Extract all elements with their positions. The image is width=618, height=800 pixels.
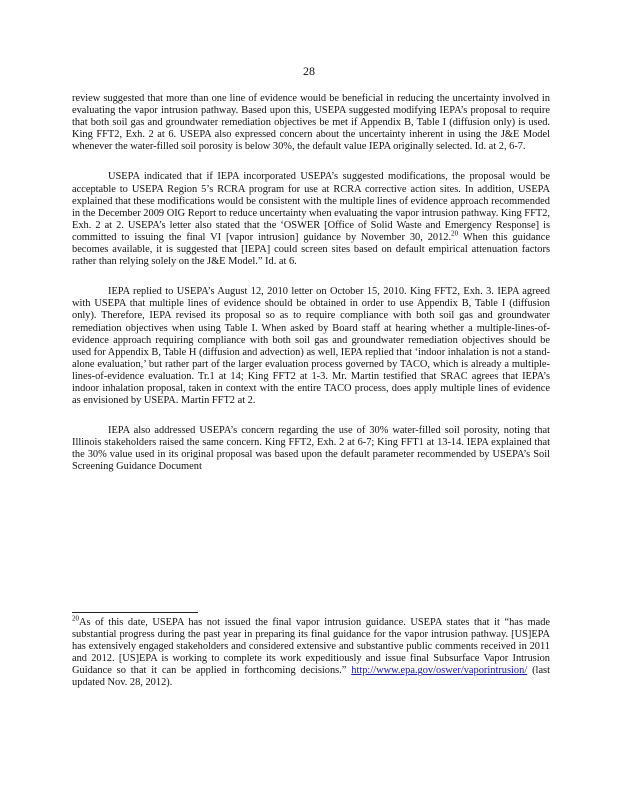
footnote-tail: (last updated Nov. 28, 2012). <box>72 665 550 689</box>
paragraph-1 <box>72 93 550 153</box>
footnote-link[interactable]: http://www.epa.gov/oswer/vaporintrusion/ <box>351 665 528 677</box>
paragraph-4 <box>72 425 550 473</box>
paragraph-4-text: IEPA also addressed USEPA’s concern regarding the use of 30% water-filled soil porosity, noting that Illinois stakeholders raised the same concern. King FFT2, Exh. 2 at 6-7; King FFT1 at 13-14. IEPA explained that the 30% value used in its original proposal was based upon the default parameter recommended by USEPA’s Soil Screening Guidance Document <box>72 425 550 473</box>
paragraph-3 <box>72 286 550 407</box>
paragraph-3-text: IEPA replied to USEPA’s August 12, 2010 letter on October 15, 2010. King FFT2, Exh. 3. IEPA agreed with USEPA that multiple lines of evidence should be obtained in order to use Appendix B, Table I (diffusion only). Therefore, IEPA revised its proposal so as to require compliance with both soil gas and groundwater remediation objectives when using Table I. When asked by Board staff at hearing whether a multiple-lines-of-evidence approach requiring compliance with both soil gas and groundwater remediation objectives should be used for Appendix B, Table H (diffusion and advection) as well, IEPA replied that ‘indoor inhalation is not a stand-alone evaluation,’ but rather part of the larger evaluation process governed by TACO, which is already a multiple-lines-of-evidence evaluation. Tr.1 at 14; King FFT2 at 1-3. Mr. Martin testified that SRAC agrees that IEPA’s indoor inhalation proposal, taken in context with the entire TACO process, does apply multiple lines of evidence as envisioned by USEPA. Martin FFT2 at 2. <box>72 286 550 407</box>
footnote-number: 20 <box>72 614 79 623</box>
footnote-text: As of this date, USEPA has not issued the final vapor intrusion guidance. USEPA states that it “has made substantial progress during the past year in preparing its final guidance for the vapor intrusion pathway. [US]EPA has extensively engaged stakeholders and considered extensive and substantive public comments received in 2011 and 2012. [US]EPA is working to complete its work expeditiously and issue final Subsurface Vapor Intrusion Guidance so that it can be applied in forthcoming decisions.” <box>72 617 550 677</box>
footnote-separator <box>72 612 198 613</box>
paragraph-2 <box>72 171 550 268</box>
paragraph-2-text: USEPA indicated that if IEPA incorporated USEPA’s suggested modifications, the proposal would be acceptable to USEPA Region 5’s RCRA program for use at RCRA corrective action sites. In addition, USEPA explained that these modifications would be consistent with the multiple lines of evidence approach recommended in the December 2009 OIG Report to reduce uncertainty when evaluating the vapor intrusion pathway. King FFT2, Exh. 2 at 2. USEPA’s letter also stated that the ‘OSWER [Office of Solid Waste and Emergency Response] is committed to issuing the final VI [vapor intrusion] guidance by November 30, 2012. <box>72 171 550 243</box>
page-number: 28 <box>303 64 315 78</box>
body-text <box>72 93 550 492</box>
footnote <box>72 614 550 690</box>
paragraph-2-tail: When this guidance becomes available, it is suggested that [IEPA] could screen sites based on default empirical attenuation factors rather than relying solely on the J&E Model.” Id. at 6. <box>72 231 550 268</box>
footnote-reference[interactable]: 20 <box>451 229 459 238</box>
paragraph-1-text: review suggested that more than one line of evidence would be beneficial in reducing the uncertainty involved in evaluating the vapor intrusion pathway. Based upon this, USEPA suggested modifying IEPA’s proposal to require that both soil gas and groundwater remediation objectives be met if Appendix B, Table I (diffusion only) is used. King FFT2, Exh. 2 at 6. USEPA also expressed concern about the uncertainty inherent in using the J&E Model whenever the water-filled soil porosity is below 30%, the default value IEPA originally selected. Id. at 2, 6-7. <box>72 93 550 153</box>
